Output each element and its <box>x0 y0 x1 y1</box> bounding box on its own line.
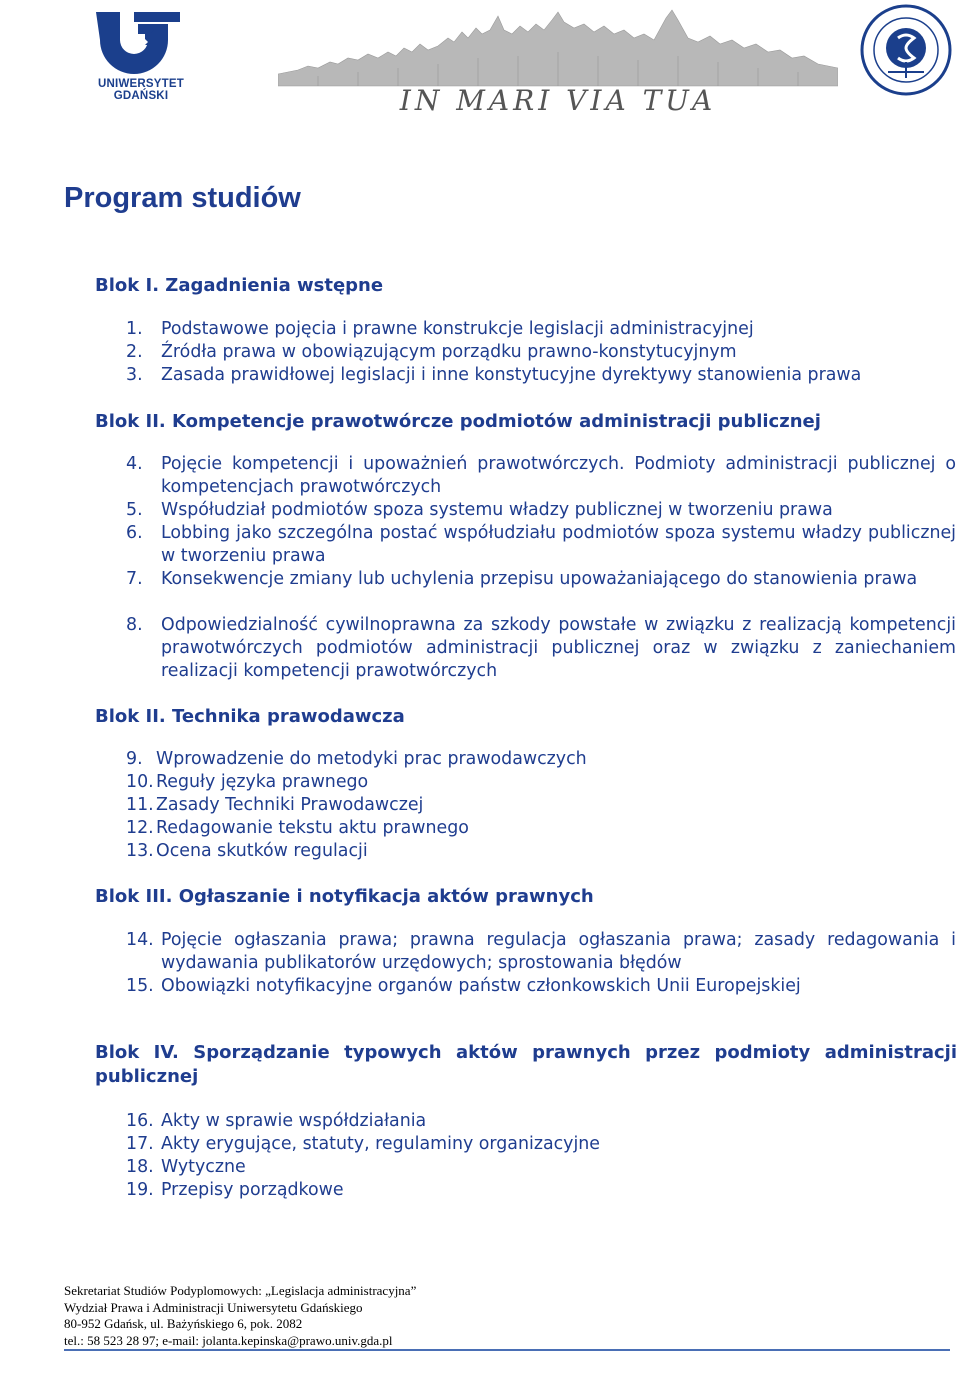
item-number: 2. <box>126 342 143 362</box>
item-text: Pojęcie kompetencji i upoważnień prawotwórczych. Podmioty administracji publicznej o kompetencjach prawotwórczych <box>161 454 956 497</box>
footer-line: Wydział Prawa i Administracji Uniwersytetu Gdańskiego <box>64 1299 363 1315</box>
page-title: Program studiów <box>64 182 301 214</box>
program-item <box>126 614 956 683</box>
item-text: Podstawowe pojęcia i prawne konstrukcje legislacji administracyjnej <box>161 319 754 339</box>
program-item <box>126 318 956 341</box>
item-number: 1. <box>126 319 143 339</box>
item-number: 8. <box>126 615 143 635</box>
item-number: 15. <box>126 976 154 996</box>
program-item <box>126 975 956 998</box>
item-number: 10. <box>126 772 154 792</box>
item-text: Źródła prawa w obowiązującym porządku prawno-konstytucyjnym <box>161 342 737 362</box>
program-item <box>126 364 956 387</box>
program-item <box>126 568 956 591</box>
item-number: 19. <box>126 1180 154 1200</box>
item-text: Konsekwencje zmiany lub uchylenia przepisu upoważaniającego do stanowienia prawa <box>161 569 918 589</box>
item-text: Akty w sprawie współdziałania <box>161 1111 427 1131</box>
block-heading-2: Blok II. Kompetencje prawotwórcze podmiotów administracji publicznej <box>95 411 821 432</box>
footer-contact-line: tel.: 58 523 28 97; e-mail: jolanta.kepinska@prawo.univ.gda.pl <box>64 1332 393 1348</box>
item-number: 9. <box>126 749 143 769</box>
program-item <box>126 1156 956 1179</box>
block-heading-5: Blok IV. Sporządzanie typowych aktów prawnych przez podmioty administracji publicznej <box>95 1042 957 1087</box>
item-number: 7. <box>126 569 143 589</box>
item-number: 12. <box>126 818 154 838</box>
item-number: 4. <box>126 454 143 474</box>
item-number: 6. <box>126 523 143 543</box>
item-text: Akty erygujące, statuty, regulaminy organizacyjne <box>161 1134 601 1154</box>
item-text: Przepisy porządkowe <box>161 1180 344 1200</box>
item-text: Obowiązki notyfikacyjne organów państw członkowskich Unii Europejskiej <box>161 976 801 996</box>
footer-divider <box>64 1349 950 1351</box>
program-item <box>126 1179 956 1202</box>
gdansk-skyline-image <box>278 8 838 90</box>
item-text: Współudział podmiotów spoza systemu władzy publicznej w tworzeniu prawa <box>161 500 833 520</box>
footer-line: 80-952 Gdańsk, ul. Bażyńskiego 6, pok. 2082 <box>64 1316 303 1331</box>
item-text: Odpowiedzialność cywilnoprawna za szkody powstałe w związku z realizacją kompetencji prawotwórczych podmiotów administracji publicznej oraz w związku z zaniechaniem realizacji kompetencji prawotwórczych <box>161 615 956 681</box>
program-item <box>126 522 956 568</box>
item-number: 3. <box>126 365 143 385</box>
item-number: 14. <box>126 930 154 950</box>
program-item <box>126 794 956 817</box>
item-number: 13. <box>126 841 154 861</box>
item-text: Ocena skutków regulacji <box>156 841 368 861</box>
item-text: Redagowanie tekstu aktu prawnego <box>156 818 469 838</box>
program-item <box>126 929 956 975</box>
program-item <box>126 817 956 840</box>
program-item <box>126 748 956 771</box>
item-text: Lobbing jako szczególna postać współudziału podmiotów spoza systemu władzy publicznej w tworzeniu prawa <box>161 523 956 566</box>
item-number: 16. <box>126 1111 154 1131</box>
item-number: 11. <box>126 795 154 815</box>
program-item <box>126 341 956 364</box>
program-item <box>126 771 956 794</box>
item-text: Reguły języka prawnego <box>156 772 369 792</box>
block-heading-3: Blok II. Technika prawodawcza <box>95 706 405 727</box>
item-number: 17. <box>126 1134 154 1154</box>
item-text: Zasada prawidłowej legislacji i inne konstytucyjne dyrektywy stanowienia prawa <box>161 365 862 385</box>
item-text: Wprowadzenie do metodyki prac prawodawczych <box>156 749 587 769</box>
item-text: Wytyczne <box>161 1157 246 1177</box>
program-item <box>126 453 956 499</box>
program-item <box>126 1110 956 1133</box>
block-heading-1: Blok I. Zagadnienia wstępne <box>95 275 384 296</box>
program-item <box>126 840 956 863</box>
footer-contact <box>64 1283 416 1349</box>
program-item <box>126 499 956 522</box>
item-number: 5. <box>126 500 143 520</box>
program-item <box>126 1133 956 1156</box>
faculty-seal-logo <box>858 2 954 98</box>
block-heading-4: Blok III. Ogłaszanie i notyfikacja aktów prawnych <box>95 886 594 907</box>
item-text: Pojęcie ogłaszania prawa; prawna regulacja ogłaszania prawa; zasady redagowania i wydawania publikatorów urzędowych; sprostowania błędów <box>161 930 956 973</box>
university-name: UNIWERSYTET GDAŃSKI <box>98 78 184 102</box>
motto-text: IN MARI VIA TUA <box>399 84 717 117</box>
item-text: Zasady Techniki Prawodawczej <box>156 795 424 815</box>
footer-line: Sekretariat Studiów Podyplomowych: „Legislacja administracyjna” <box>64 1283 417 1298</box>
item-number: 18. <box>126 1157 154 1177</box>
